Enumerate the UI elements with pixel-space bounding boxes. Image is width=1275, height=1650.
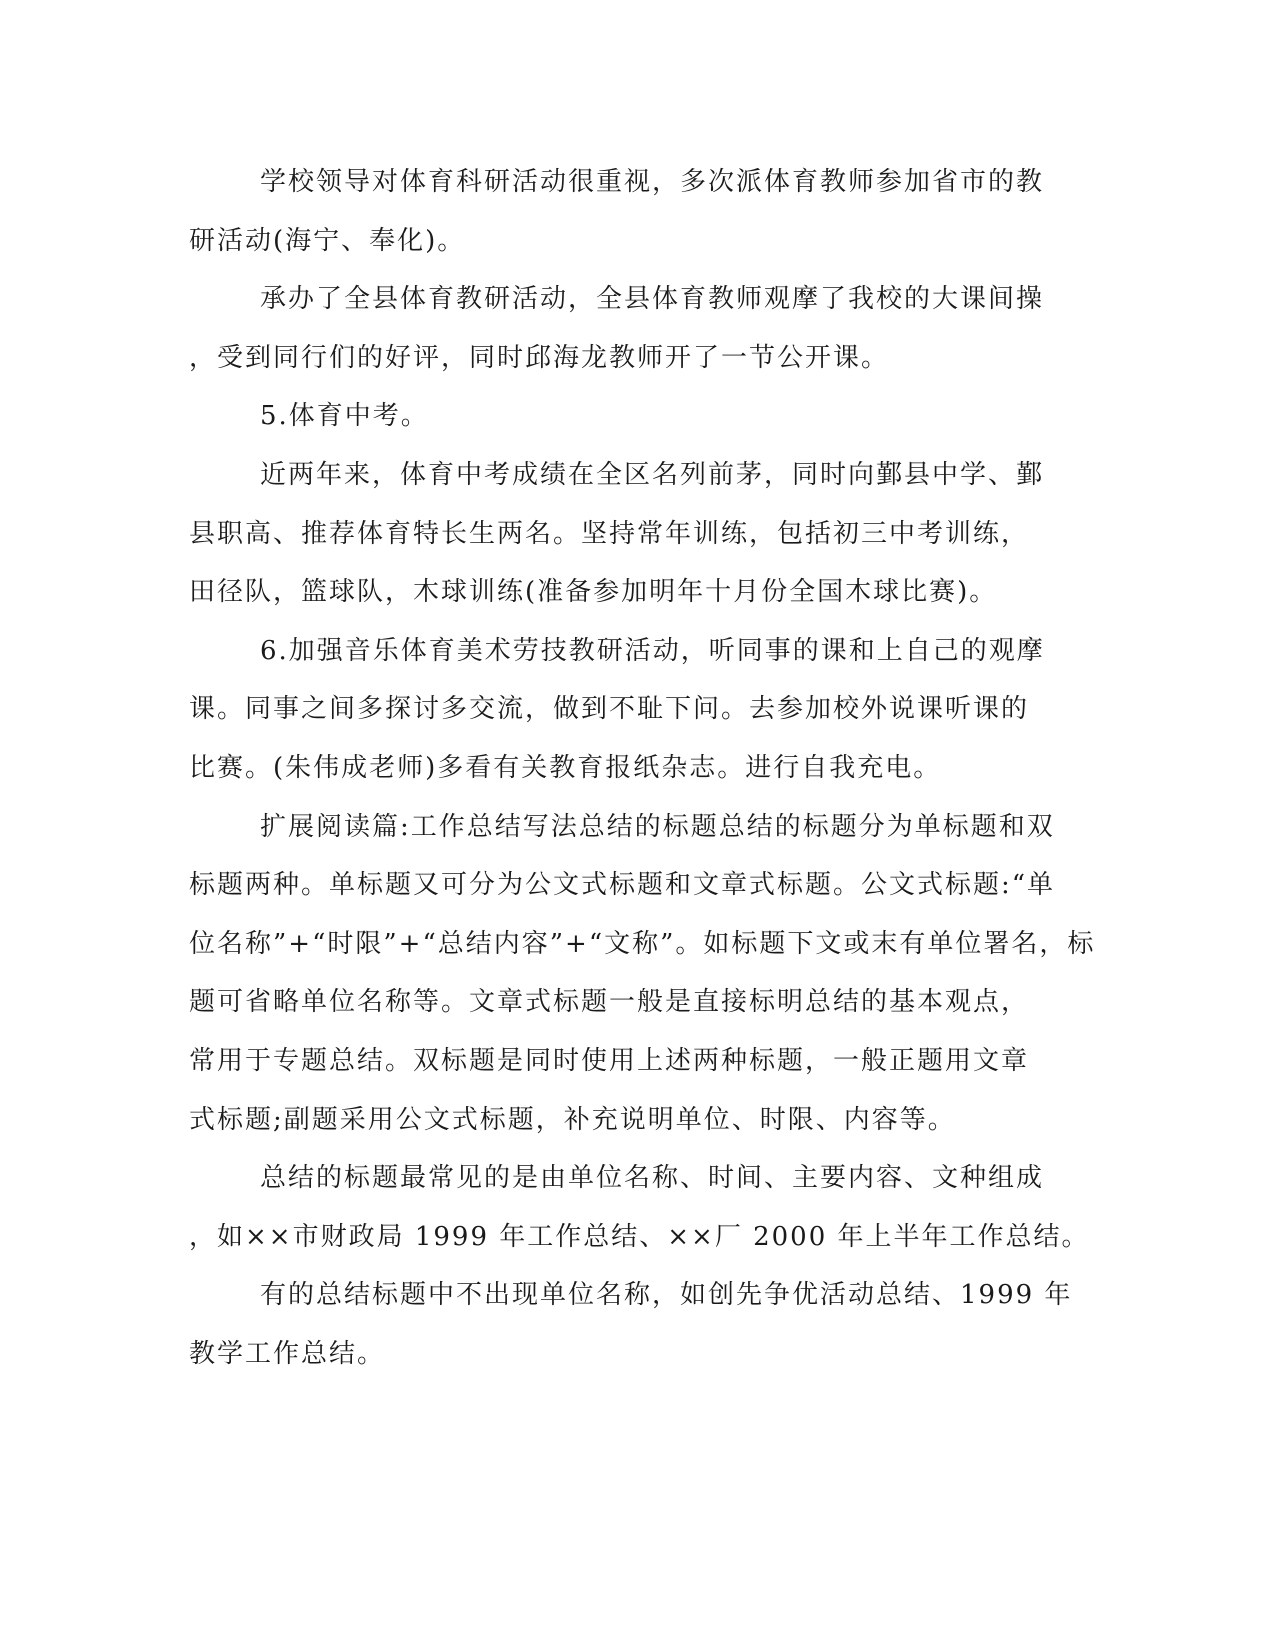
- text-line: 教学工作总结。: [189, 1339, 386, 1369]
- text-line: 近两年来，体育中考成绩在全区名列前茅，同时向鄞县中学、鄞: [260, 460, 1045, 490]
- text-line: 5.体育中考。: [260, 401, 429, 431]
- text-line: 田径队，篮球队，木球训练(准备参加明年十月份全国木球比赛)。: [189, 577, 998, 607]
- text-line: 县职高、推荐体育特长生两名。坚持常年训练，包括初三中考训练，: [189, 519, 1030, 549]
- text-line: 课。同事之间多探讨多交流，做到不耻下问。去参加校外说课听课的: [189, 694, 1030, 724]
- text-line: 式标题;副题采用公文式标题，补充说明单位、时限、内容等。: [189, 1105, 956, 1135]
- text-line: 位名称”+“时限”+“总结内容”+“文称”。如标题下文或末有单位署名，标: [189, 929, 1096, 959]
- text-line: 比赛。(朱伟成老师)多看有关教育报纸杂志。进行自我充电。: [189, 753, 942, 783]
- text-line: 扩展阅读篇:工作总结写法总结的标题总结的标题分为单标题和双: [260, 812, 1055, 842]
- text-line: 研活动(海宁、奉化)。: [189, 226, 466, 256]
- text-line: ，受到同行们的好评，同时邱海龙教师开了一节公开课。: [189, 343, 890, 373]
- text-line: 常用于专题总结。双标题是同时使用上述两种标题，一般正题用文章: [189, 1046, 1030, 1076]
- text-line: ，如××市财政局 1999 年工作总结、××厂 2000 年上半年工作总结。: [189, 1222, 1090, 1252]
- text-line: 学校领导对体育科研活动很重视，多次派体育教师参加省市的教: [260, 167, 1045, 197]
- text-line: 6.加强音乐体育美术劳技教研活动，听同事的课和上自己的观摩: [260, 636, 1045, 666]
- text-line: 题可省略单位名称等。文章式标题一般是直接标明总结的基本观点，: [189, 987, 1030, 1017]
- text-line: 承办了全县体育教研活动，全县体育教师观摩了我校的大课间操: [260, 284, 1045, 314]
- text-line: 总结的标题最常见的是由单位名称、时间、主要内容、文种组成: [260, 1163, 1045, 1193]
- text-line: 有的总结标题中不出现单位名称，如创先争优活动总结、1999 年: [260, 1280, 1073, 1310]
- text-line: 标题两种。单标题又可分为公文式标题和文章式标题。公文式标题:“单: [189, 870, 1056, 900]
